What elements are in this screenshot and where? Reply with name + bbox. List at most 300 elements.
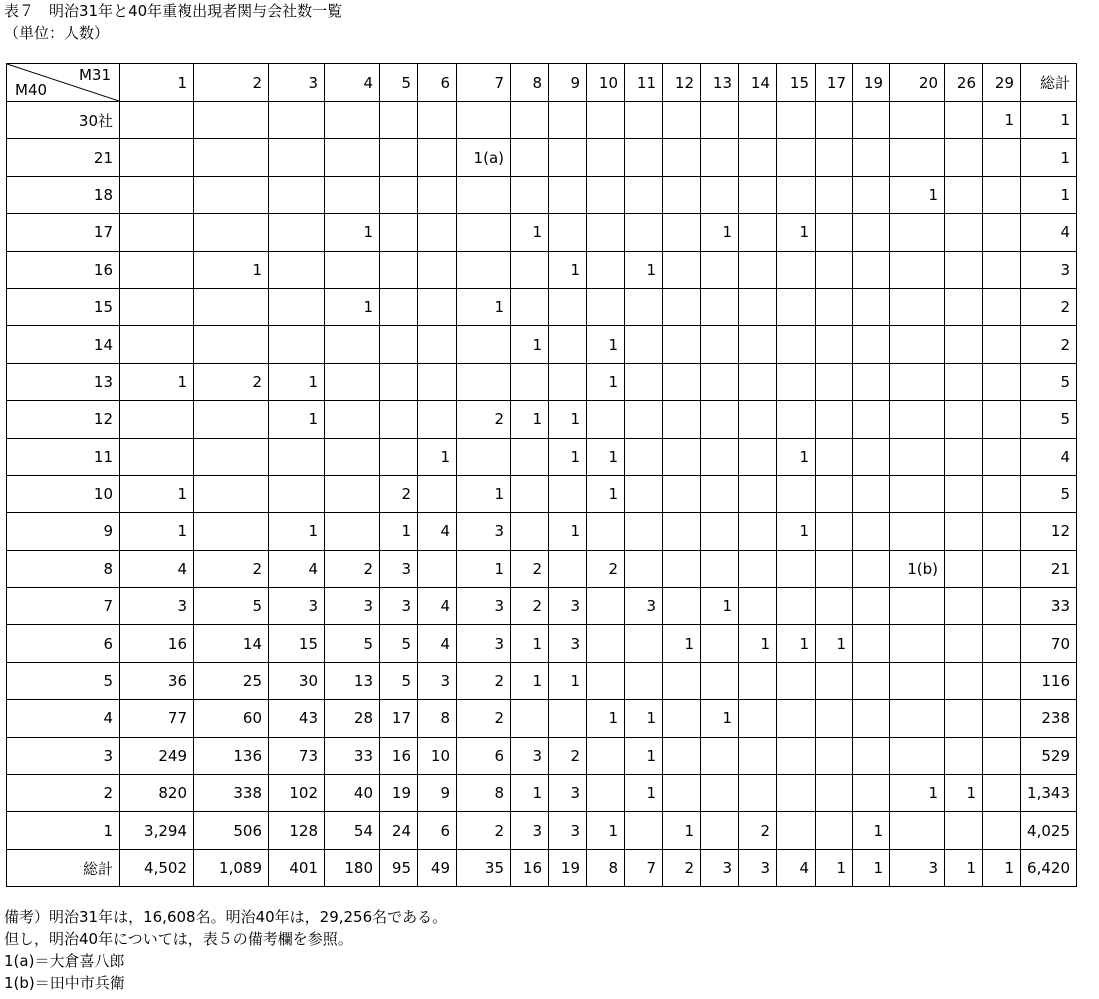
table-cell	[549, 176, 587, 213]
table-cell	[945, 438, 983, 475]
table-cell	[816, 550, 853, 587]
table-cell	[457, 176, 511, 213]
table-cell	[625, 214, 663, 251]
table-cell	[380, 363, 418, 400]
table-cell: 6	[418, 812, 457, 849]
table-cell: 9	[418, 775, 457, 812]
row-label: 8	[7, 550, 120, 587]
table-cell	[325, 326, 380, 363]
table-cell	[983, 438, 1021, 475]
table-cell	[983, 401, 1021, 438]
table-cell	[625, 102, 663, 139]
table-cell: 3	[549, 775, 587, 812]
table-cell	[663, 326, 701, 363]
table-row	[7, 475, 1077, 512]
table-cell: 3,294	[120, 812, 194, 849]
table-cell	[701, 176, 739, 213]
table-cell	[587, 139, 625, 176]
column-header: 13	[701, 64, 739, 102]
table-cell: 1	[945, 775, 983, 812]
table-cell	[890, 513, 945, 550]
table-cell	[380, 251, 418, 288]
table-cell: 5	[1021, 363, 1077, 400]
table-cell	[739, 700, 777, 737]
table-cell	[945, 363, 983, 400]
row-label: 2	[7, 775, 120, 812]
table-cell	[853, 700, 890, 737]
table-row	[7, 849, 1077, 886]
table-cell	[983, 513, 1021, 550]
table-cell: 1	[816, 849, 853, 886]
table-row	[7, 139, 1077, 176]
table-cell: 1	[1021, 139, 1077, 176]
table-cell: 10	[418, 737, 457, 774]
table-cell: 8	[418, 700, 457, 737]
table-cell	[587, 513, 625, 550]
column-header: 1	[120, 64, 194, 102]
table-cell	[945, 326, 983, 363]
table-row	[7, 513, 1077, 550]
table-cell: 1	[890, 775, 945, 812]
table-cell	[663, 363, 701, 400]
table-cell: 40	[325, 775, 380, 812]
table-cell: 1(a)	[457, 139, 511, 176]
table-cell: 2	[457, 812, 511, 849]
table-cell	[269, 326, 325, 363]
table-cell	[663, 288, 701, 325]
table-cell: 13	[325, 662, 380, 699]
table-cell	[325, 363, 380, 400]
table-cell	[194, 214, 269, 251]
table-cell	[120, 139, 194, 176]
table-cell	[457, 214, 511, 251]
table-cell	[194, 326, 269, 363]
table-cell	[816, 401, 853, 438]
table-cell: 338	[194, 775, 269, 812]
table-cell: 17	[380, 700, 418, 737]
table-cell: 3	[549, 588, 587, 625]
table-cell: 1	[587, 700, 625, 737]
table-cell: 2	[739, 812, 777, 849]
table-cell	[194, 176, 269, 213]
table-cell	[945, 288, 983, 325]
table-cell	[457, 363, 511, 400]
table-cell	[325, 176, 380, 213]
table-cell: 3	[325, 588, 380, 625]
row-label: 7	[7, 588, 120, 625]
table-cell	[120, 401, 194, 438]
row-label: 11	[7, 438, 120, 475]
table-cell	[625, 401, 663, 438]
table-cell	[511, 475, 549, 512]
table-row	[7, 176, 1077, 213]
table-row	[7, 214, 1077, 251]
table-cell: 36	[120, 662, 194, 699]
table-cell: 4	[777, 849, 816, 886]
table-cell	[325, 102, 380, 139]
table-cell	[983, 550, 1021, 587]
table-cell: 1	[1021, 176, 1077, 213]
table-cell: 2	[380, 475, 418, 512]
table-cell	[194, 513, 269, 550]
table-cell	[663, 214, 701, 251]
table-cell: 95	[380, 849, 418, 886]
table-cell	[549, 326, 587, 363]
table-cell: 1	[325, 288, 380, 325]
table-cell: 1	[587, 326, 625, 363]
table-cell	[511, 438, 549, 475]
table-cell	[549, 139, 587, 176]
column-header: 11	[625, 64, 663, 102]
table-cell: 3	[701, 849, 739, 886]
table-cell: 60	[194, 700, 269, 737]
table-cell: 1(b)	[890, 550, 945, 587]
table-cell	[701, 139, 739, 176]
row-label: 13	[7, 363, 120, 400]
table-cell	[739, 513, 777, 550]
column-header: 5	[380, 64, 418, 102]
table-cell: 2	[511, 550, 549, 587]
table-cell	[945, 812, 983, 849]
table-cell: 19	[380, 775, 418, 812]
table-cell	[625, 438, 663, 475]
table-cell	[587, 588, 625, 625]
table-cell	[663, 251, 701, 288]
table-cell: 1	[511, 625, 549, 662]
table-cell: 43	[269, 700, 325, 737]
corner-header-cell	[7, 64, 120, 102]
table-cell	[739, 214, 777, 251]
table-cell	[890, 625, 945, 662]
table-cell	[739, 475, 777, 512]
table-cell: 401	[269, 849, 325, 886]
table-cell	[380, 288, 418, 325]
table-cell	[457, 102, 511, 139]
table-cell: 3	[457, 625, 511, 662]
table-cell	[625, 625, 663, 662]
table-cell	[269, 176, 325, 213]
table-cell	[816, 700, 853, 737]
table-cell	[269, 214, 325, 251]
table-cell: 1	[587, 438, 625, 475]
table-cell	[587, 775, 625, 812]
table-cell	[853, 737, 890, 774]
table-cell	[739, 176, 777, 213]
table-cell	[853, 288, 890, 325]
row-label: 1	[7, 812, 120, 849]
table-cell: 4,025	[1021, 812, 1077, 849]
table-cell: 3	[549, 625, 587, 662]
row-label: 14	[7, 326, 120, 363]
table-cell: 1	[890, 176, 945, 213]
table-cell	[663, 475, 701, 512]
table-cell	[511, 251, 549, 288]
table-cell	[945, 102, 983, 139]
table-cell	[816, 737, 853, 774]
table-cell: 2	[457, 401, 511, 438]
table-cell	[625, 326, 663, 363]
table-cell: 3	[380, 550, 418, 587]
table-cell	[816, 513, 853, 550]
table-cell	[983, 288, 1021, 325]
table-cell	[625, 176, 663, 213]
table-cell	[983, 775, 1021, 812]
table-cell	[777, 588, 816, 625]
table-cell	[983, 475, 1021, 512]
table-cell: 24	[380, 812, 418, 849]
column-header: 8	[511, 64, 549, 102]
table-cell	[983, 625, 1021, 662]
table-cell	[816, 775, 853, 812]
table-cell	[269, 139, 325, 176]
table-cell	[380, 139, 418, 176]
table-cell	[890, 251, 945, 288]
table-cell	[120, 326, 194, 363]
table-cell: 25	[194, 662, 269, 699]
table-cell	[853, 214, 890, 251]
table-cell	[739, 775, 777, 812]
note-line: 1(a)＝大倉喜八郎	[4, 952, 125, 970]
table-cell	[511, 288, 549, 325]
table-cell: 28	[325, 700, 380, 737]
table-cell	[853, 251, 890, 288]
table-cell	[457, 326, 511, 363]
table-cell: 1	[777, 625, 816, 662]
table-cell: 3	[511, 812, 549, 849]
table-cell: 3	[269, 588, 325, 625]
row-label: 9	[7, 513, 120, 550]
table-cell	[739, 102, 777, 139]
table-cell	[587, 401, 625, 438]
table-cell	[853, 401, 890, 438]
table-cell: 1	[1021, 102, 1077, 139]
table-cell: 180	[325, 849, 380, 886]
table-cell	[663, 139, 701, 176]
table-cell	[120, 438, 194, 475]
table-cell	[739, 139, 777, 176]
table-cell	[890, 102, 945, 139]
table-cell	[701, 550, 739, 587]
table-cell: 4	[418, 513, 457, 550]
row-label: 4	[7, 700, 120, 737]
table-cell	[418, 401, 457, 438]
table-cell	[777, 475, 816, 512]
table-cell: 1	[457, 288, 511, 325]
table-cell	[945, 550, 983, 587]
table-cell: 1	[777, 214, 816, 251]
row-label: 18	[7, 176, 120, 213]
table-cell: 4	[1021, 438, 1077, 475]
table-cell: 1	[625, 737, 663, 774]
table-cell: 1	[269, 363, 325, 400]
table-cell	[739, 401, 777, 438]
table-cell: 116	[1021, 662, 1077, 699]
table-cell	[625, 550, 663, 587]
table-cell	[549, 363, 587, 400]
table-cell	[120, 288, 194, 325]
table-cell	[549, 288, 587, 325]
table-cell	[945, 737, 983, 774]
table-cell	[816, 588, 853, 625]
table-cell	[890, 363, 945, 400]
table-cell: 2	[587, 550, 625, 587]
table-cell: 30	[269, 662, 325, 699]
note-line: 但し，明治40年については，表５の備考欄を参照。	[4, 930, 353, 948]
table-cell	[418, 176, 457, 213]
table-cell	[325, 139, 380, 176]
table-cell: 238	[1021, 700, 1077, 737]
note-line: 1(b)＝田中市兵衛	[4, 974, 125, 992]
table-cell	[816, 288, 853, 325]
table-cell	[983, 662, 1021, 699]
table-cell	[663, 775, 701, 812]
column-header: 17	[816, 64, 853, 102]
table-cell	[890, 326, 945, 363]
table-cell: 1	[269, 401, 325, 438]
table-cell	[511, 700, 549, 737]
table-cell: 5	[325, 625, 380, 662]
table-cell: 7	[625, 849, 663, 886]
table-cell	[701, 438, 739, 475]
table-cell	[816, 214, 853, 251]
table-cell: 1	[418, 438, 457, 475]
table-cell	[816, 176, 853, 213]
table-cell	[587, 625, 625, 662]
table-cell	[853, 363, 890, 400]
note-line: 備考）明治31年は，16,608名。明治40年は，29,256名である。	[4, 908, 448, 926]
header-row	[7, 64, 1077, 102]
table-cell: 1	[663, 812, 701, 849]
table-cell: 1	[549, 251, 587, 288]
table-cell: 12	[1021, 513, 1077, 550]
table-cell	[325, 401, 380, 438]
column-header: 6	[418, 64, 457, 102]
row-label: 12	[7, 401, 120, 438]
table-cell	[549, 475, 587, 512]
table-cell: 5	[194, 588, 269, 625]
table-cell	[587, 737, 625, 774]
table-cell	[701, 475, 739, 512]
table-cell	[120, 176, 194, 213]
table-cell	[983, 176, 1021, 213]
table-cell: 1	[625, 775, 663, 812]
table-cell: 4	[269, 550, 325, 587]
table-row	[7, 588, 1077, 625]
table-cell	[380, 102, 418, 139]
table-cell: 77	[120, 700, 194, 737]
table-cell	[890, 475, 945, 512]
row-label: 21	[7, 139, 120, 176]
table-cell	[983, 700, 1021, 737]
table-cell: 249	[120, 737, 194, 774]
table-cell: 2	[511, 588, 549, 625]
table-cell	[380, 438, 418, 475]
row-label: 6	[7, 625, 120, 662]
table-cell	[983, 737, 1021, 774]
table-cell	[739, 588, 777, 625]
table-cell	[983, 139, 1021, 176]
table-cell	[945, 176, 983, 213]
table-title: 表７ 明治31年と40年重複出現者関与会社数一覧	[4, 2, 343, 20]
table-row	[7, 363, 1077, 400]
table-cell	[853, 176, 890, 213]
table-cell	[549, 102, 587, 139]
table-cell: 2	[1021, 288, 1077, 325]
table-cell	[983, 214, 1021, 251]
table-cell: 102	[269, 775, 325, 812]
table-cell	[663, 102, 701, 139]
table-cell	[511, 513, 549, 550]
table-cell: 1	[625, 251, 663, 288]
table-cell	[120, 214, 194, 251]
table-cell	[945, 139, 983, 176]
table-cell	[890, 588, 945, 625]
table-row	[7, 662, 1077, 699]
table-cell	[816, 363, 853, 400]
table-cell: 54	[325, 812, 380, 849]
table-cell: 1	[511, 326, 549, 363]
table-cell	[739, 737, 777, 774]
table-cell	[777, 363, 816, 400]
table-cell	[701, 401, 739, 438]
table-cell	[418, 214, 457, 251]
column-header: 26	[945, 64, 983, 102]
table-cell	[325, 475, 380, 512]
table-cell	[777, 251, 816, 288]
row-label: 30社	[7, 102, 120, 139]
table-cell: 1	[511, 775, 549, 812]
table-cell: 8	[587, 849, 625, 886]
table-cell	[269, 438, 325, 475]
corner-m40-label: M40	[15, 81, 48, 99]
table-cell: 1	[701, 700, 739, 737]
column-header: 10	[587, 64, 625, 102]
table-cell	[853, 102, 890, 139]
table-cell	[325, 438, 380, 475]
table-cell: 33	[325, 737, 380, 774]
table-cell: 70	[1021, 625, 1077, 662]
unit-label: （単位：人数）	[4, 24, 110, 42]
table-cell: 3	[549, 812, 587, 849]
table-cell	[777, 662, 816, 699]
table-row	[7, 775, 1077, 812]
table-cell: 5	[380, 625, 418, 662]
table-cell	[739, 662, 777, 699]
table-cell	[269, 251, 325, 288]
row-label: 15	[7, 288, 120, 325]
table-cell: 3	[625, 588, 663, 625]
table-cell	[663, 550, 701, 587]
table-cell: 35	[457, 849, 511, 886]
table-cell	[701, 662, 739, 699]
table-cell: 1	[457, 550, 511, 587]
table-cell: 2	[1021, 326, 1077, 363]
table-cell: 529	[1021, 737, 1077, 774]
table-cell	[587, 288, 625, 325]
row-label: 10	[7, 475, 120, 512]
table-cell	[587, 102, 625, 139]
table-row	[7, 737, 1077, 774]
column-header: 4	[325, 64, 380, 102]
table-row	[7, 812, 1077, 849]
table-row	[7, 326, 1077, 363]
table-cell	[625, 139, 663, 176]
table-cell	[983, 326, 1021, 363]
table-cell	[816, 475, 853, 512]
data-table	[6, 63, 1077, 887]
table-cell	[777, 401, 816, 438]
table-cell	[418, 102, 457, 139]
